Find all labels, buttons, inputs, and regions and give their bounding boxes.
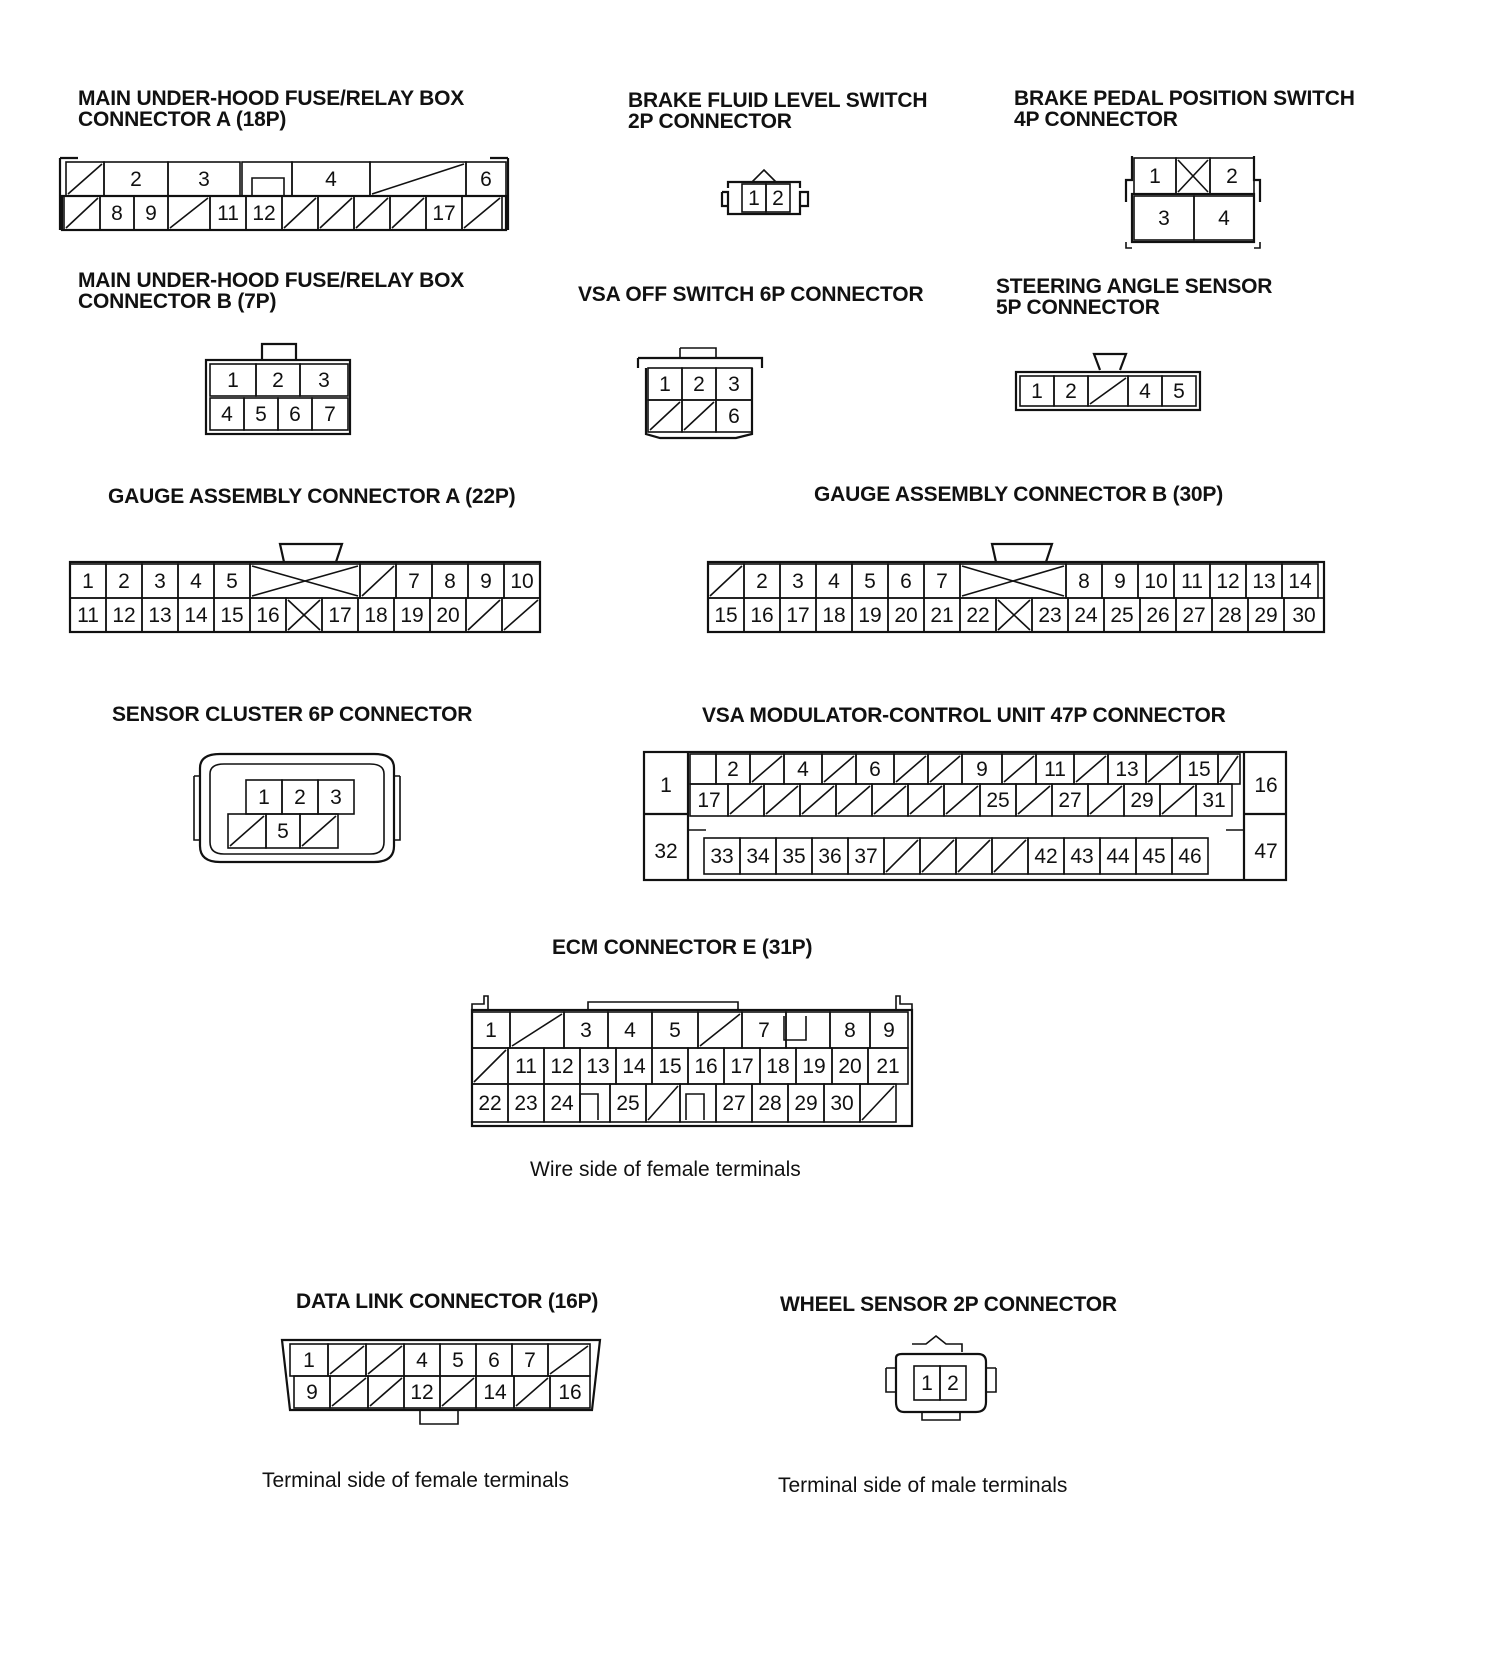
ecm-e-blank-slash [648,1086,678,1120]
wheel-sensor-pin-label: 2 [947,1372,959,1395]
vsa-off-pin-label: 2 [693,373,705,396]
gauge-b-pin-label: 23 [1038,604,1062,627]
vsa-modulator-blank-slash [910,786,942,814]
dlc-pin-label: 5 [452,1349,464,1372]
gauge-b-pin-label: 25 [1110,604,1134,627]
brake-pedal-pin-label: 3 [1158,207,1170,230]
gauge-a-pin-label: 19 [400,604,424,627]
vsa-modulator-blank-slash [886,840,918,872]
main-fuse-a-pin-label: 3 [198,168,210,191]
gauge-b-pin-label: 14 [1288,570,1312,593]
ecm-e-pin-label: 28 [758,1092,782,1115]
wheel-sensor-pin-label: 1 [921,1372,933,1395]
gauge-a-pin-label: 16 [256,604,280,627]
main-fuse-b-pin-label: 7 [324,403,336,426]
vsa-modulator-pin-label: 31 [1202,789,1226,812]
vsa-modulator-blank-slash [730,786,762,814]
sensor-cluster-pin-label: 3 [330,786,342,809]
vsa-modulator-pin-label: 36 [818,845,842,868]
vsa-modulator-pin-label: 29 [1130,789,1154,812]
title-gauge-b: GAUGE ASSEMBLY CONNECTOR B (30P) [814,483,1224,506]
outline [588,1002,738,1010]
brake-fluid-pin-label: 2 [772,187,784,210]
outline [638,358,762,368]
gauge-b-pin-label: 4 [828,570,840,593]
steering-pin-label: 5 [1173,380,1185,403]
main-fuse-b-pin-label: 6 [289,403,301,426]
outline [420,1410,458,1424]
gauge-a-pin-label: 1 [82,570,94,593]
vsa-modulator-side-pin: 16 [1254,774,1278,797]
title-main-fuse-b: MAIN UNDER-HOOD FUSE/RELAY BOX CONNECTOR B (7P) [78,269,465,313]
outline [70,562,540,632]
vsa-modulator-pin-label: 25 [986,789,1010,812]
vsa-modulator-pin-label: 33 [710,845,734,868]
vsa-modulator-pin-cell [690,754,716,784]
wheel-sensor-connector [882,1340,1002,1422]
sensor-cluster-pin-label: 5 [277,820,289,843]
ecm-e-pin-label: 25 [616,1092,640,1115]
outline [262,344,296,360]
dlc-blank-slash [550,1346,588,1374]
vsa-modulator-pin-label: 42 [1034,845,1058,868]
gauge-a-blank-slash [362,566,394,596]
gauge-b-pin-label: 2 [756,570,768,593]
brake-fluid-pin-label: 1 [748,187,760,210]
vsa-modulator-blank-slash [922,840,954,872]
gauge-a-pin-label: 4 [190,570,202,593]
title-brake-fluid: BRAKE FLUID LEVEL SWITCH 2P CONNECTOR [628,89,928,133]
ecm-e-pin-cell [580,1084,610,1122]
gauge-b-pin-label: 10 [1144,570,1168,593]
sensor-cluster-pin-label: 2 [294,786,306,809]
vsa-modulator-pin-label: 44 [1106,845,1130,868]
gauge-b-pin-label: 21 [930,604,954,627]
main-fuse-a-pin-label: 8 [111,202,123,225]
outline [896,1354,986,1412]
title-main-fuse-a: MAIN UNDER-HOOD FUSE/RELAY BOX CONNECTOR A (18P) [78,87,465,131]
main-fuse-b-pin-label: 2 [272,369,284,392]
vsa-modulator-blank-slash [946,786,978,814]
ecm-e-pin-label: 11 [515,1055,537,1078]
vsa-modulator-blank-slash [1004,756,1034,782]
dlc-pin-label: 9 [306,1381,318,1404]
gauge-b-pin-label: 28 [1218,604,1242,627]
ecm-e-blank-slash [474,1050,506,1082]
gauge-b-pin-label: 22 [966,604,990,627]
vsa-modulator-blank-slash [930,756,960,782]
outline [922,1412,960,1420]
ecm-e-pin-label: 14 [622,1055,646,1078]
ecm-e-pin-label: 22 [478,1092,502,1115]
vsa-modulator-pin-label: 4 [797,758,809,781]
vsa-modulator-pin-label: 34 [746,845,770,868]
gauge-b-pin-label: 9 [1114,570,1126,593]
outline [1132,194,1254,242]
outline [1126,156,1260,202]
vsa-modulator-pin-label: 15 [1187,758,1211,781]
dlc-blank-slash [442,1378,474,1406]
steering-pin-label: 2 [1065,380,1077,403]
vsa-modulator-blank-slash [1148,756,1178,782]
steering-pin-label: 4 [1139,380,1151,403]
ecm-e-pin-label: 24 [550,1092,574,1115]
gauge-a-pin-label: 5 [226,570,238,593]
dlc-pin-label: 12 [410,1381,434,1404]
title-sensor-cluster: SENSOR CLUSTER 6P CONNECTOR [112,703,473,726]
vsa-modulator-pin-label: 6 [869,758,881,781]
dlc-pin-label: 4 [416,1349,428,1372]
vsa-modulator-blank-slash [752,756,782,782]
gauge-a-pin-label: 20 [436,604,460,627]
main-fuse-b-pin-label: 3 [318,369,330,392]
gauge-a-pin-label: 3 [154,570,166,593]
gauge-b-pin-label: 8 [1078,570,1090,593]
ecm-e-blank-slash [512,1014,562,1046]
vsa-modulator-blank-slash [802,786,834,814]
outline [992,544,1052,562]
vsa-modulator-pin-label: 2 [727,758,739,781]
vsa-modulator-blank-slash [1220,756,1238,782]
main-fuse-a-pin-label: 2 [130,168,142,191]
title-gauge-a: GAUGE ASSEMBLY CONNECTOR A (22P) [108,485,516,508]
brake-pedal-pin-label: 2 [1226,165,1238,188]
vsa-modulator-blank-slash [766,786,798,814]
ecm-e-pin-label: 13 [586,1055,610,1078]
main-fuse-b-pin-label: 5 [255,403,267,426]
title-dlc: DATA LINK CONNECTOR (16P) [296,1290,599,1313]
ecm-e-pin-label: 20 [838,1055,862,1078]
main-fuse-a-pin-label: 11 [217,202,239,225]
vsa-modulator-pin-label: 37 [854,845,878,868]
steering-pin-label: 1 [1031,380,1043,403]
outline [1094,354,1126,370]
dlc-blank-slash [332,1378,366,1406]
ecm-e-pin-label: 23 [514,1092,538,1115]
dlc-pin-label: 6 [488,1349,500,1372]
dlc-blank-slash [368,1346,402,1374]
main-fuse-a-pin-label: 17 [432,202,456,225]
vsa-modulator-side-pin: 47 [1254,840,1278,863]
main-fuse-b-pin-label: 1 [227,369,239,392]
brake-fluid-connector [718,168,814,226]
title-ecm-e: ECM CONNECTOR E (31P) [552,936,813,959]
vsa-off-blank-slash [684,402,714,430]
dlc-blank-slash [370,1378,402,1406]
ecm-e-pin-label: 15 [658,1055,682,1078]
gauge-a-pin-label: 14 [184,604,208,627]
outline [886,1368,996,1392]
main-fuse-a-blank-slash [170,198,208,228]
gauge-b-pin-label: 12 [1216,570,1240,593]
outline [912,1336,962,1352]
outline [280,544,342,562]
steering-blank-slash [1090,378,1126,404]
vsa-modulator-pin-label: 11 [1044,758,1066,781]
ecm-e-blank-slash [700,1014,740,1046]
gauge-a-connector [68,532,546,638]
dlc-pin-label: 14 [483,1381,507,1404]
sensor-cluster-connector [194,748,400,868]
gauge-a-pin-label: 7 [408,570,420,593]
vsa-modulator-side-pin: 32 [654,840,678,863]
vsa-modulator-side-pin: 1 [660,774,672,797]
ecm-e-pin-label: 29 [794,1092,818,1115]
gauge-b-pin-label: 5 [864,570,876,593]
gauge-a-pin-label: 8 [444,570,456,593]
gauge-b-pin-label: 16 [750,604,774,627]
ecm-e-pin-label: 1 [485,1019,497,1042]
main-fuse-a-blank-slash [372,164,464,194]
dlc-pin-label: 7 [524,1349,536,1372]
main-fuse-a-blank-slash [68,164,102,194]
main-fuse-a-blank-slash [66,198,98,228]
gauge-a-blank-slash [468,600,500,630]
ecm-e-pin-label: 4 [624,1019,636,1042]
main-fuse-a-pin-label: 12 [252,202,276,225]
outline [752,170,776,182]
gauge-a-pin-label: 17 [328,604,352,627]
brake-pedal-connector [1124,150,1262,252]
title-wheel-sensor: WHEEL SENSOR 2P CONNECTOR [780,1293,1117,1316]
gauge-a-blank-slash [504,600,538,630]
main-fuse-a-pin-label: 4 [325,168,337,191]
main-fuse-a-pin-label: 9 [145,202,157,225]
main-fuse-a-blank-slash [284,198,316,228]
dlc-pin-label: 16 [558,1381,582,1404]
brake-pedal-pin-label: 4 [1218,207,1230,230]
sensor-cluster-blank-slash [302,816,336,846]
ecm-e-pin-label: 17 [730,1055,754,1078]
ecm-e-pin-label: 30 [830,1092,854,1115]
dlc-blank-slash [516,1378,548,1406]
gauge-b-pin-label: 30 [1292,604,1316,627]
ecm-e-pin-label: 5 [669,1019,681,1042]
gauge-b-pin-label: 24 [1074,604,1098,627]
vsa-modulator-blank-slash [838,786,870,814]
gauge-a-pin-label: 2 [118,570,130,593]
ecm-e-connector [468,990,916,1130]
vsa-modulator-blank-slash [896,756,926,782]
gauge-b-pin-label: 15 [714,604,738,627]
vsa-modulator-pin-label: 9 [976,758,988,781]
outline [722,182,808,214]
vsa-off-connector [636,342,766,442]
sensor-cluster-pin-label: 1 [258,786,270,809]
title-vsa-modulator: VSA MODULATOR-CONTROL UNIT 47P CONNECTOR [702,704,1226,727]
vsa-modulator-pin-label: 35 [782,845,806,868]
outline [680,348,716,358]
vsa-modulator-pin-label: 27 [1058,789,1082,812]
gauge-b-connector [706,532,1328,638]
main-fuse-a-blank-slash [356,198,388,228]
title-vsa-off: VSA OFF SWITCH 6P CONNECTOR [578,283,924,306]
caption-wire-side-female: Wire side of female terminals [530,1158,801,1181]
gauge-b-pin-label: 26 [1146,604,1170,627]
gauge-b-pin-label: 29 [1254,604,1278,627]
title-brake-pedal: BRAKE PEDAL POSITION SWITCH 4P CONNECTOR [1014,87,1355,131]
outline [580,1094,704,1120]
vsa-modulator-connector [642,748,1290,884]
ecm-e-pin-label: 9 [883,1019,895,1042]
outline [252,178,284,196]
main-fuse-a-connector [58,156,510,248]
gauge-b-pin-label: 19 [858,604,882,627]
vsa-modulator-blank-slash [1162,786,1194,814]
vsa-off-pin-label: 3 [728,373,740,396]
vsa-off-pin-label: 1 [659,373,671,396]
vsa-modulator-blank-slash [994,840,1026,872]
caption-terminal-side-male: Terminal side of male terminals [778,1474,1068,1497]
gauge-b-pin-label: 6 [900,570,912,593]
steering-connector [1012,350,1204,418]
ecm-e-pin-label: 19 [802,1055,826,1078]
vsa-modulator-blank-slash [824,756,854,782]
outline [784,1016,806,1040]
vsa-modulator-blank-slash [874,786,906,814]
gauge-b-pin-label: 17 [786,604,810,627]
gauge-a-pin-label: 15 [220,604,244,627]
vsa-modulator-blank-slash [1090,786,1122,814]
main-fuse-a-blank-slash [320,198,352,228]
title-steering: STEERING ANGLE SENSOR 5P CONNECTOR [996,275,1273,319]
vsa-modulator-blank-slash [1018,786,1050,814]
main-fuse-a-pin-label: 6 [480,168,492,191]
vsa-modulator-blank-slash [1076,756,1106,782]
dlc-blank-slash [330,1346,364,1374]
main-fuse-a-blank-slash [464,198,500,228]
vsa-modulator-pin-label: 45 [1142,845,1166,868]
ecm-e-pin-label: 8 [844,1019,856,1042]
vsa-modulator-blank-slash [958,840,990,872]
vsa-off-blank-slash [650,402,680,430]
vsa-modulator-pin-label: 43 [1070,845,1094,868]
gauge-b-pin-label: 18 [822,604,846,627]
gauge-a-pin-label: 13 [148,604,172,627]
ecm-e-pin-label: 21 [876,1055,900,1078]
ecm-e-pin-label: 3 [580,1019,592,1042]
vsa-modulator-pin-label: 17 [697,789,721,812]
main-fuse-b-pin-label: 4 [221,403,233,426]
gauge-b-pin-label: 27 [1182,604,1206,627]
ecm-e-pin-label: 12 [550,1055,574,1078]
sensor-cluster-blank-slash [230,816,264,846]
gauge-b-pin-label: 3 [792,570,804,593]
main-fuse-a-blank-slash [392,198,424,228]
ecm-e-pin-label: 16 [694,1055,718,1078]
caption-terminal-side-female: Terminal side of female terminals [262,1469,569,1492]
gauge-b-pin-label: 13 [1252,570,1276,593]
gauge-a-pin-label: 18 [364,604,388,627]
brake-pedal-pin-label: 1 [1149,165,1161,188]
vsa-modulator-pin-label: 46 [1178,845,1202,868]
vsa-modulator-pin-label: 13 [1115,758,1139,781]
gauge-b-pin-label: 20 [894,604,918,627]
gauge-a-pin-label: 10 [510,570,534,593]
ecm-e-pin-label: 7 [758,1019,770,1042]
gauge-b-pin-label: 11 [1181,570,1203,593]
ecm-e-pin-label: 27 [722,1092,746,1115]
gauge-b-blank-slash [710,566,742,596]
gauge-a-pin-label: 12 [112,604,136,627]
gauge-b-pin-label: 7 [936,570,948,593]
gauge-a-pin-label: 11 [77,604,99,627]
dlc-connector [280,1336,610,1436]
ecm-e-pin-cell [786,1012,830,1048]
ecm-e-pin-label: 18 [766,1055,790,1078]
main-fuse-b-connector [204,338,354,438]
gauge-a-pin-label: 9 [480,570,492,593]
dlc-pin-label: 1 [303,1349,315,1372]
ecm-e-blank-slash [862,1086,894,1120]
vsa-off-pin-label: 6 [728,405,740,428]
